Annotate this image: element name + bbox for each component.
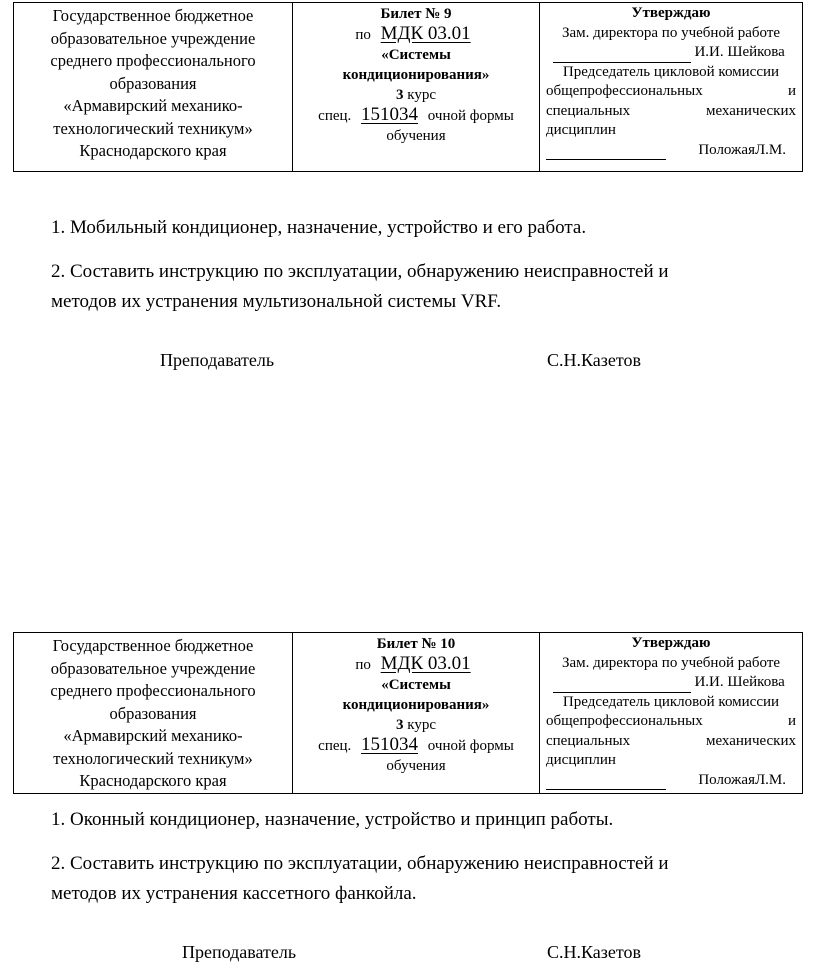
course-number: 3 <box>396 87 404 103</box>
institution-line: образования <box>109 73 197 93</box>
chair-name: ПоложаяЛ.М. <box>698 141 786 158</box>
chair-title: специальных <box>546 732 631 749</box>
signature-line <box>546 771 666 791</box>
subject-name: кондиционирования» <box>342 697 490 713</box>
institution-line: Государственное бюджетное <box>52 636 254 655</box>
spec-label: спец. <box>318 108 352 124</box>
question-2-line: 2. Составить инструкцию по эксплуатации, обнаружению неисправностей и <box>51 261 669 282</box>
deputy-name: И.И. Шейкова <box>694 44 785 60</box>
chair-title: Председатель цикловой комиссии <box>562 693 780 710</box>
subject-name: «Системы <box>381 47 451 63</box>
teacher-name: С.Н.Казетов <box>547 942 641 962</box>
approval-cell <box>540 3 803 172</box>
study-form: очной формы <box>424 108 514 124</box>
institution-line: технологический техникум» <box>53 748 253 768</box>
course-number: 3 <box>396 717 404 733</box>
po-label: по <box>355 657 371 673</box>
institution-cell <box>14 633 293 794</box>
course-label: курс <box>403 87 436 103</box>
study-form: очной формы <box>424 738 514 754</box>
question-1: 1. Оконный кондиционер, назначение, устройство и принцип работы. <box>51 809 614 830</box>
ticket-number: Билет № 10 <box>376 636 456 652</box>
chair-title: специальных <box>546 102 631 119</box>
teacher-name: С.Н.Казетов <box>547 350 641 370</box>
institution-line: среднего профессионального <box>50 51 256 70</box>
institution-line: Краснодарского края <box>79 141 227 160</box>
institution-line: среднего профессионального <box>50 681 256 700</box>
question-1: 1. Мобильный кондиционер, назначение, устройство и его работа. <box>51 217 587 238</box>
study-form: обучения <box>386 128 446 144</box>
teacher-label: Преподаватель <box>182 942 297 962</box>
institution-line: «Армавирский механико- <box>63 726 243 745</box>
chair-title: и <box>787 83 796 99</box>
subject-code: МДК 03.01 <box>380 23 471 44</box>
institution-cell <box>14 3 293 172</box>
chair-name: ПоложаяЛ.М. <box>698 771 786 788</box>
chair-title: механических <box>705 732 796 749</box>
subject-name: «Системы <box>381 677 451 693</box>
institution-line: образования <box>109 703 197 723</box>
teacher-label: Преподаватель <box>160 350 275 370</box>
chair-title: и <box>787 713 796 729</box>
approve-heading: Утверждаю <box>631 635 711 651</box>
chair-title: дисциплин <box>546 752 616 768</box>
chair-title: общепрофессиональных <box>546 713 703 729</box>
chair-title: механических <box>705 102 796 119</box>
subject-code: МДК 03.01 <box>380 653 471 674</box>
subject-name: кондиционирования» <box>342 67 490 83</box>
ticket-info-cell <box>293 3 540 172</box>
po-label: по <box>355 27 371 43</box>
question-2-line: методов их устранения кассетного фанкойла. <box>51 883 417 904</box>
institution-line: образовательное учреждение <box>50 28 256 48</box>
ticket-info-cell <box>293 633 540 794</box>
spec-code: 151034 <box>361 734 419 755</box>
approval-cell <box>540 633 803 794</box>
institution-line: Государственное бюджетное <box>52 6 254 25</box>
ticket-header-table <box>13 632 803 794</box>
institution-line: образовательное учреждение <box>50 658 256 678</box>
chair-title: дисциплин <box>546 122 616 138</box>
signature-line <box>546 141 666 161</box>
approve-heading: Утверждаю <box>631 5 711 21</box>
institution-line: технологический техникум» <box>53 118 253 138</box>
deputy-name: И.И. Шейкова <box>694 674 785 690</box>
ticket-header-table <box>13 2 803 172</box>
course-label: курс <box>403 717 436 733</box>
deputy-title: Зам. директора по учебной работе <box>561 24 781 41</box>
chair-title: общепрофессиональных <box>546 83 703 99</box>
institution-line: «Армавирский механико- <box>63 96 243 115</box>
ticket-number: Билет № 9 <box>380 6 452 22</box>
spec-code: 151034 <box>361 104 419 125</box>
spec-label: спец. <box>318 738 352 754</box>
institution-line: Краснодарского края <box>79 771 227 790</box>
question-2-line: методов их устранения мультизональной системы VRF. <box>51 291 502 312</box>
study-form: обучения <box>386 758 446 774</box>
chair-title: Председатель цикловой комиссии <box>562 63 780 80</box>
question-2-line: 2. Составить инструкцию по эксплуатации, обнаружению неисправностей и <box>51 853 669 874</box>
deputy-title: Зам. директора по учебной работе <box>561 654 781 671</box>
